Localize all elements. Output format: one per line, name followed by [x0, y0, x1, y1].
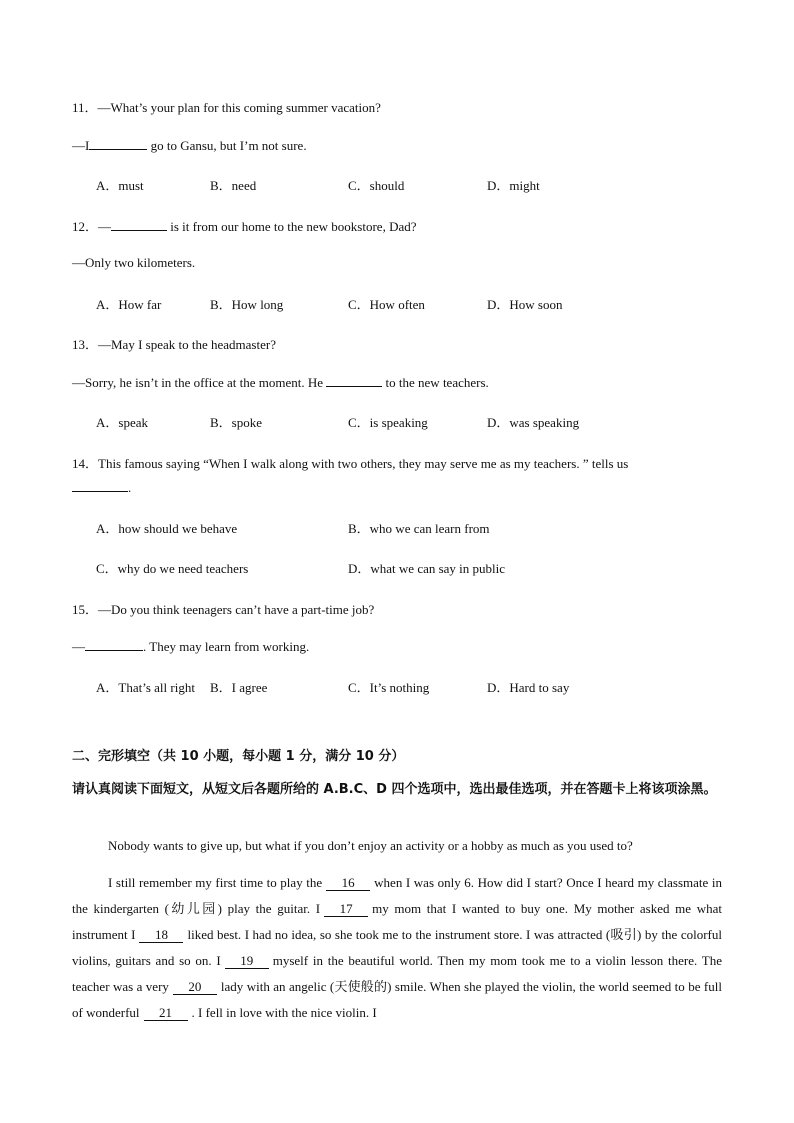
- blank-16: 16: [326, 876, 370, 891]
- question-11-option-b: B．need: [210, 178, 257, 193]
- blank-20: 20: [173, 980, 217, 995]
- passage-text: . I fell in love with the nice violin. I: [191, 1005, 377, 1020]
- section-title: 二、完形填空（共 10 小题，每小题 1 分，满分 10 分）: [72, 749, 405, 764]
- question-15-option-d: D．Hard to say: [487, 680, 570, 695]
- question-14-line2: [72, 479, 131, 496]
- question-12-option-a: A．How far: [96, 297, 162, 312]
- question-11-option-c: C．should: [348, 178, 405, 193]
- question-15-line2: [72, 638, 309, 655]
- question-13-option-a: A．speak: [96, 415, 148, 430]
- question-11-line2-post: go to Gansu, but I’m not sure.: [150, 138, 307, 153]
- question-11-option-a: A．must: [96, 178, 144, 193]
- question-14-option-d: D．what we can say in public: [348, 561, 506, 576]
- passage-text: I still remember my first time to play the: [108, 875, 323, 890]
- answer-blank: [72, 479, 128, 492]
- question-13-option-d: D．was speaking: [487, 415, 580, 430]
- question-14-line2-post: .: [128, 480, 132, 495]
- question-12-stem-pre: 12．—: [72, 219, 112, 234]
- question-15-option-b: B．I agree: [210, 680, 268, 695]
- question-12-stem: [72, 216, 417, 235]
- question-12-line2: —Only two kilometers.: [72, 255, 196, 270]
- question-12-stem-post: is it from our home to the new bookstore, Dad?: [170, 219, 417, 234]
- passage-text: lady with an angelic (天使般的) smile. When she played the violin, the world seemed to be full of wonderful: [72, 979, 722, 1020]
- question-14-stem: 14．This famous saying “When I walk along with two others, they may serve me as my teachers. ” tells us: [72, 456, 629, 471]
- question-15-option-c: C．It’s nothing: [348, 680, 430, 695]
- question-11-stem: 11．—What’s your plan for this coming summer vacation?: [72, 100, 381, 115]
- question-15-line2-pre: —: [72, 639, 85, 654]
- section-instruction: 请认真阅读下面短文，从短文后各题所给的 A.B.C、D 四个选项中，选出最佳选项，并在答题卡上将该项涂黑。: [72, 782, 717, 797]
- answer-blank: [85, 638, 143, 651]
- question-12-option-d: D．How soon: [487, 297, 563, 312]
- passage-text: my mom that I wanted to buy one. My mother asked me what instrument I: [72, 901, 722, 942]
- question-11-line2: [72, 137, 307, 154]
- blank-21: 21: [144, 1006, 188, 1021]
- passage-text: liked best. I had no idea, so she took me to the instrument store. I was attracted (吸引) by the colorful violins, guitars and so on. I: [72, 927, 723, 968]
- question-13-line2-pre: —Sorry, he isn’t in the office at the moment. He: [72, 375, 324, 390]
- question-13-line2-post: to the new teachers.: [385, 375, 489, 390]
- question-13-line2: [72, 374, 489, 391]
- passage-paragraph: [72, 870, 722, 1026]
- passage-text: myself in the beautiful world. Then my mom took me to a violin lesson there. The teacher was a very: [72, 953, 723, 994]
- question-14-option-b: B．who we can learn from: [348, 521, 490, 536]
- question-13-option-b: B．spoke: [210, 415, 263, 430]
- passage-intro: Nobody wants to give up, but what if you don’t enjoy an activity or a hobby as much as you used to?: [108, 838, 633, 853]
- answer-blank: [326, 374, 382, 387]
- question-15-option-a: A．That’s all right: [96, 680, 195, 695]
- blank-17: 17: [324, 902, 368, 917]
- answer-blank: [111, 218, 167, 231]
- question-14-option-c: C．why do we need teachers: [96, 561, 249, 576]
- question-12-option-b: B．How long: [210, 297, 284, 312]
- answer-blank: [89, 137, 147, 150]
- passage-text: when I was only 6. How did I start? Once I heard my classmate in the kindergarten (幼儿园) play the guitar. I: [72, 875, 722, 916]
- question-11-option-d: D．might: [487, 178, 540, 193]
- question-14-option-a: A．how should we behave: [96, 521, 238, 536]
- question-12-option-c: C．How often: [348, 297, 425, 312]
- blank-19: 19: [225, 954, 269, 969]
- question-13-stem: 13．—May I speak to the headmaster?: [72, 337, 276, 352]
- blank-18: 18: [139, 928, 183, 943]
- question-15-line2-post: . They may learn from working.: [143, 639, 310, 654]
- question-15-stem: 15．—Do you think teenagers can’t have a part-time job?: [72, 602, 375, 617]
- question-13-option-c: C．is speaking: [348, 415, 428, 430]
- question-11-line2-pre: —I: [72, 138, 90, 153]
